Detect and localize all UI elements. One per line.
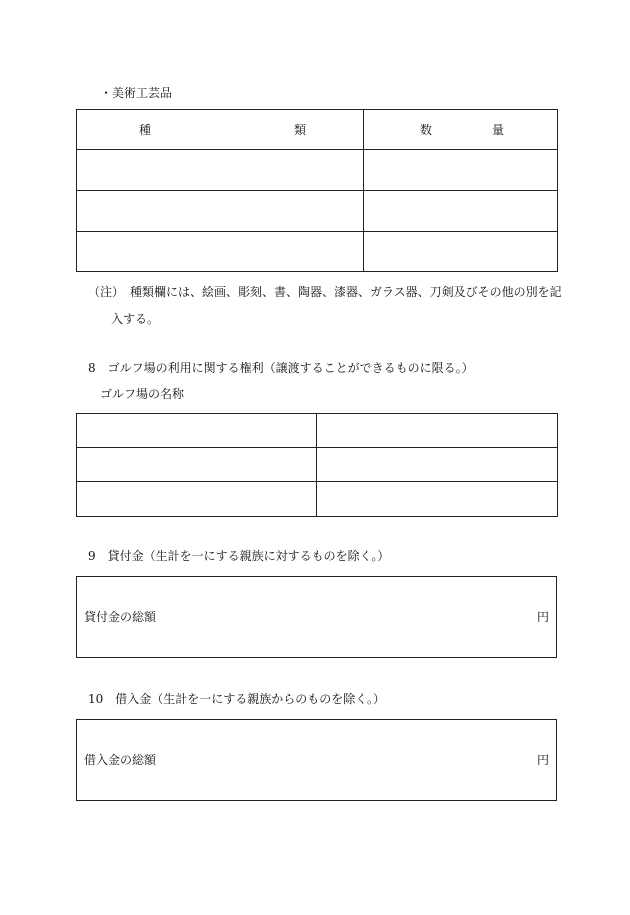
borrow-total-label: 借入金の総額 <box>84 753 157 767</box>
art-quantity-cell[interactable] <box>364 150 558 191</box>
golf-table <box>76 413 558 517</box>
golf-cell[interactable] <box>77 414 317 448</box>
art-kind-cell[interactable] <box>77 232 364 272</box>
quantity-header-char-2: 量 <box>491 123 504 137</box>
golf-name-label: ゴルフ場の名称 <box>100 387 185 401</box>
golf-cell[interactable] <box>317 448 558 482</box>
art-table-header-quantity <box>364 110 558 150</box>
loan-section-heading: 9 貸付金（生計を一にする親族に対するものを除く。） <box>88 549 390 563</box>
loan-yen-unit: 円 <box>536 610 549 624</box>
golf-cell[interactable] <box>317 414 558 448</box>
golf-cell[interactable] <box>77 448 317 482</box>
art-note-line-2: 入する。 <box>111 312 160 326</box>
art-table-row <box>77 191 558 232</box>
loan-total-label: 貸付金の総額 <box>84 610 157 624</box>
borrow-section-heading: 10 借入金（生計を一にする親族からのものを除く。） <box>88 692 386 706</box>
golf-cell[interactable] <box>317 482 558 517</box>
art-kind-cell[interactable] <box>77 191 364 232</box>
kind-header-char-2: 類 <box>293 123 306 137</box>
art-note-line-1: （注） 種類欄には、絵画、彫刻、書、陶器、漆器、ガラス器、刀剣及びその他の別を記 <box>88 285 562 299</box>
loan-total-box <box>76 576 557 658</box>
golf-table-row <box>77 414 558 448</box>
borrow-total-box <box>76 719 557 801</box>
golf-cell[interactable] <box>77 482 317 517</box>
art-table-header-kind <box>77 110 364 150</box>
art-quantity-cell[interactable] <box>364 191 558 232</box>
golf-table-row <box>77 482 558 517</box>
art-kind-cell[interactable] <box>77 150 364 191</box>
golf-table-row <box>77 448 558 482</box>
golf-section-heading: 8 ゴルフ場の利用に関する権利（譲渡することができるものに限る。） <box>88 361 474 375</box>
kind-header-char-1: 種 <box>139 123 152 137</box>
borrow-yen-unit: 円 <box>536 753 549 767</box>
art-table <box>76 109 558 272</box>
art-table-row <box>77 232 558 272</box>
art-table-row <box>77 150 558 191</box>
art-quantity-cell[interactable] <box>364 232 558 272</box>
art-section-heading: ・美術工芸品 <box>100 86 173 100</box>
quantity-header-char-1: 数 <box>420 123 433 137</box>
